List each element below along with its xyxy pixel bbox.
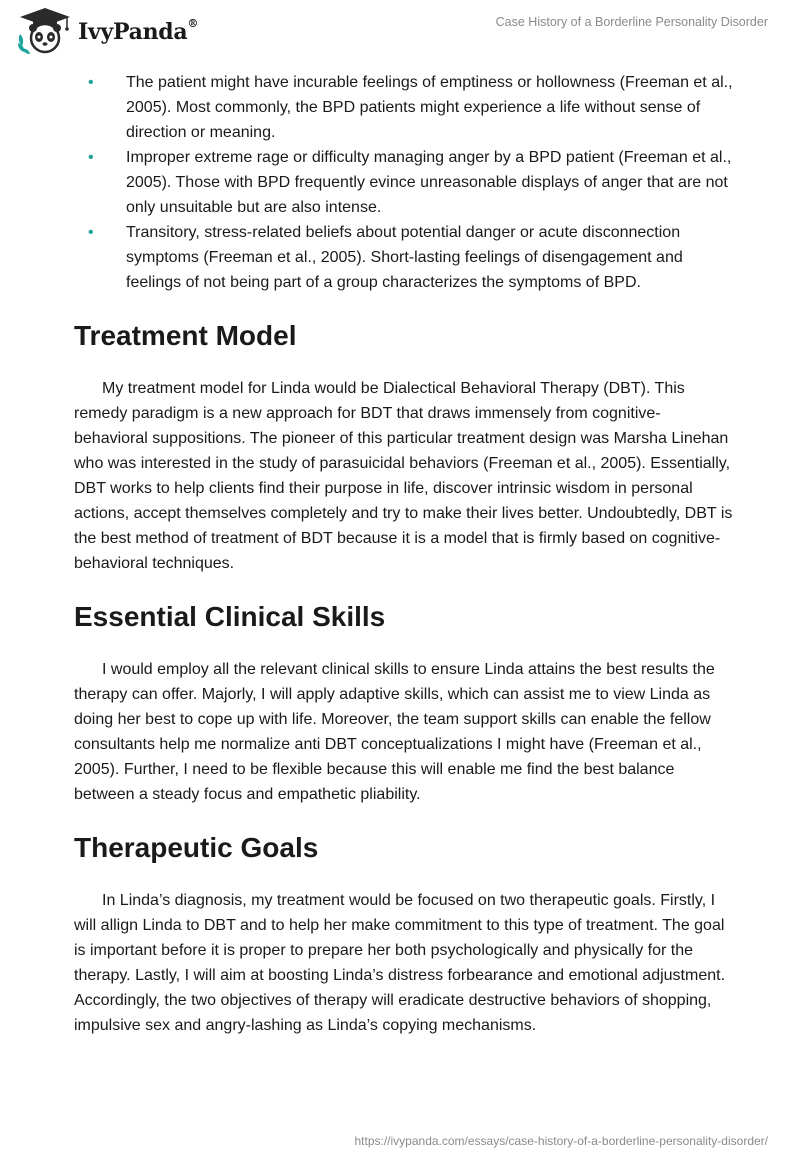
section-paragraph-essential-clinical-skills: I would employ all the relevant clinical skills to ensure Linda attains the best results the therapy can offer. Majorly, I will apply adaptive skills, which can assist me to view Linda as doing her best to cope up with life. Moreover, the team support skills can enable the fellow consultants help me normalize anti DBT conceptualizations I might have (Freeman et al., 2005). Further, I need to be flexible because this will enable me find the best balance between a steady focus and empathetic pliability. bbox=[74, 661, 715, 803]
bullet-dot-icon: • bbox=[88, 149, 94, 166]
section-paragraph-treatment-model: My treatment model for Linda would be Dialectical Behavioral Therapy (DBT). This remedy paradigm is a new approach for BDT that draws immensely from cognitive-behavioral suppositions. The pioneer of this particular treatment design was Marsha Linehan who was interested in the study of parasuicidal behaviors (Freeman et al., 2005). Essentially, DBT works to help clients find their purpose in life, discover intrinsic wisdom in personal actions, accept themselves completely and try to make their lives better. Undoubtedly, DBT is the best method of treatment of BDT because it is a model that is firmly based on cognitive-behavioral techniques. bbox=[74, 380, 733, 572]
list-item: • Transitory, stress-related beliefs about potential danger or acute disconnection symptoms (Freeman et al., 2005). Short-lasting feelings of disengagement and feelings of not being part of a group characterizes the symptoms of BPD. bbox=[74, 220, 734, 295]
brand-name[interactable]: IvyPanda® bbox=[78, 17, 199, 45]
page-header bbox=[0, 0, 800, 64]
document-title: Case History of a Borderline Personality Disorder bbox=[495, 15, 768, 29]
list-item: • The patient might have incurable feelings of emptiness or hollowness (Freeman et al., 2005). Most commonly, the BPD patients might experience a life without sense of direction or meaning. bbox=[74, 70, 734, 145]
section-heading-therapeutic-goals: Therapeutic Goals bbox=[74, 832, 319, 863]
bullet-dot-icon: • bbox=[88, 74, 94, 91]
section-heading-treatment-model: Treatment Model bbox=[74, 320, 297, 351]
bullet-dot-icon: • bbox=[88, 224, 94, 241]
symptom-list bbox=[74, 70, 734, 295]
list-item: • Improper extreme rage or difficulty managing anger by a BPD patient (Freeman et al., 2005). Those with BPD frequently evince unreasonable displays of anger that are not only unsuitable but are also intense. bbox=[74, 145, 734, 220]
section-paragraph-therapeutic-goals: In Linda’s diagnosis, my treatment would be focused on two therapeutic goals. Firstly, I will allign Linda to DBT and to help her make commitment to this type of treatment. The goal is important before it is proper to prepare her both psychologically and physically for the therapy. Lastly, I will aim at boosting Linda’s distress forbearance and emotional adjustment. Accordingly, the two objectives of therapy will eradicate destructive behaviors of shopping, impulsive sex and angry-lashing as Linda’s copying mechanisms. bbox=[74, 892, 726, 1034]
essay-content bbox=[74, 70, 734, 1038]
section-heading-essential-clinical-skills: Essential Clinical Skills bbox=[74, 601, 386, 632]
registered-mark: ® bbox=[187, 17, 199, 30]
ivypanda-logo-icon[interactable] bbox=[14, 6, 76, 56]
footer-url-link[interactable]: https://ivypanda.com/essays/case-history-of-a-borderline-personality-disorder/ bbox=[354, 1134, 768, 1148]
